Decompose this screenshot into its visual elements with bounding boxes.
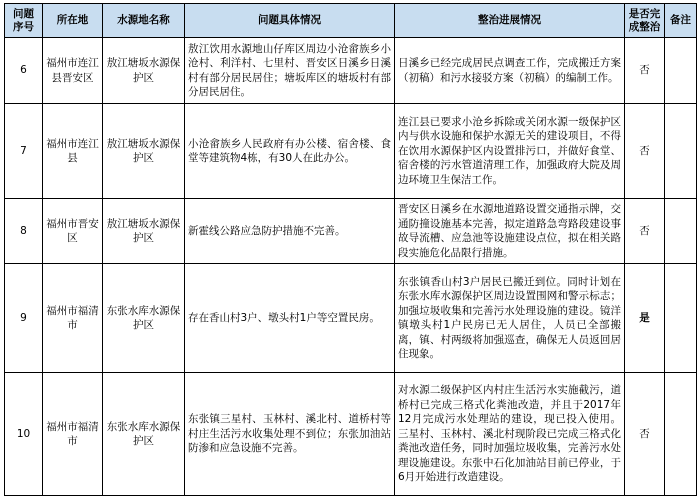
header-done: 是否完成整治	[625, 4, 665, 38]
cell-progress: 对水源二级保护区内村庄生活污水实施截污，道桥村已完成三格式化粪池改造，并且于2017年12月完成污水处理站的建设，现已投入使用。三星村、玉林村、溪北村现阶段已完成三格式化粪池改造任务，同时加强垃圾收集，完善污水处理设施建设。东张中石化加油站目前已停业，于6月开始进行改造建设。	[395, 373, 625, 496]
cell-problem: 小沧畲族乡人民政府有办公楼、宿舍楼、食堂等建筑物4栋，有30人在此办公。	[185, 104, 395, 199]
header-progress: 整治进展情况	[395, 4, 625, 38]
cell-location: 福州市连江县	[43, 104, 103, 199]
table-row	[5, 104, 697, 199]
cell-location: 福州市福清市	[43, 373, 103, 496]
document-page	[4, 3, 696, 496]
cell-done: 否	[625, 373, 665, 496]
header-location: 所在地	[43, 4, 103, 38]
header-source: 水源地名称	[103, 4, 185, 38]
cell-note	[665, 373, 697, 496]
table-row	[5, 38, 697, 104]
cell-note	[665, 264, 697, 373]
cell-source: 敖江塘坂水源保护区	[103, 104, 185, 199]
header-note: 备注	[665, 4, 697, 38]
cell-seq: 6	[5, 38, 43, 104]
cell-done: 否	[625, 38, 665, 104]
cell-progress: 东张镇香山村3户居民已搬迁到位。同时计划在东张水库水源保护区周边设置围网和警示标志；加强垃圾收集和完善污水处理设施的建设。镜洋镇墩头村1户民房已无人居住，人员已全部搬离，镇、村两级将加强巡查，确保无人员返回居住现象。	[395, 264, 625, 373]
cell-problem: 敖江饮用水源地山仔库区周边小沧畲族乡小沧村、利洋村、七里村、晋安区日溪乡日溪村有部分居民居住；塘坂库区的塘坂村有部分居民居住。	[185, 38, 395, 104]
cell-location: 福州市晋安区	[43, 199, 103, 264]
cell-done: 是	[625, 264, 665, 373]
cell-source: 东张水库水源保护区	[103, 264, 185, 373]
cell-progress: 晋安区日溪乡在水源地道路设置交通指示牌，交通防撞设施基本完善，拟定道路急弯路段建设事故导流槽、应急池等设施建设点位，拟在相关路段实施危化品限行措施。	[395, 199, 625, 264]
cell-seq: 9	[5, 264, 43, 373]
cell-seq: 10	[5, 373, 43, 496]
table-row	[5, 199, 697, 264]
cell-note	[665, 38, 697, 104]
cell-seq: 7	[5, 104, 43, 199]
cell-note	[665, 199, 697, 264]
cell-note	[665, 104, 697, 199]
cell-problem: 东张镇三星村、玉林村、溪北村、道桥村等村庄生活污水收集处理不到位；东张加油站防渗和应急设施不完善。	[185, 373, 395, 496]
cell-problem: 存在香山村3户、墩头村1户等空置民房。	[185, 264, 395, 373]
header-seq: 问题序号	[5, 4, 43, 38]
table-header-row	[5, 4, 697, 38]
rectification-table	[4, 3, 697, 496]
table-row	[5, 373, 697, 496]
cell-seq: 8	[5, 199, 43, 264]
header-problem: 问题具体情况	[185, 4, 395, 38]
cell-progress: 连江县已要求小沧乡拆除或关闭水源一级保护区内与供水设施和保护水源无关的建设项目，不得在饮用水源保护区内设置排污口，并做好食堂、宿舍楼的污水管道清理工作，加强政府大院及周边环境卫生保洁工作。	[395, 104, 625, 199]
cell-location: 福州市福清市	[43, 264, 103, 373]
cell-source: 敖江塘坂水源保护区	[103, 199, 185, 264]
cell-done: 否	[625, 199, 665, 264]
cell-source: 东张水库水源保护区	[103, 373, 185, 496]
cell-problem: 新霍线公路应急防护措施不完善。	[185, 199, 395, 264]
cell-source: 敖江塘坂水源保护区	[103, 38, 185, 104]
cell-progress: 日溪乡已经完成居民点调查工作，完成搬迁方案（初稿）和污水接驳方案（初稿）的编制工作。	[395, 38, 625, 104]
cell-location: 福州市连江县晋安区	[43, 38, 103, 104]
cell-done: 否	[625, 104, 665, 199]
table-row	[5, 264, 697, 373]
